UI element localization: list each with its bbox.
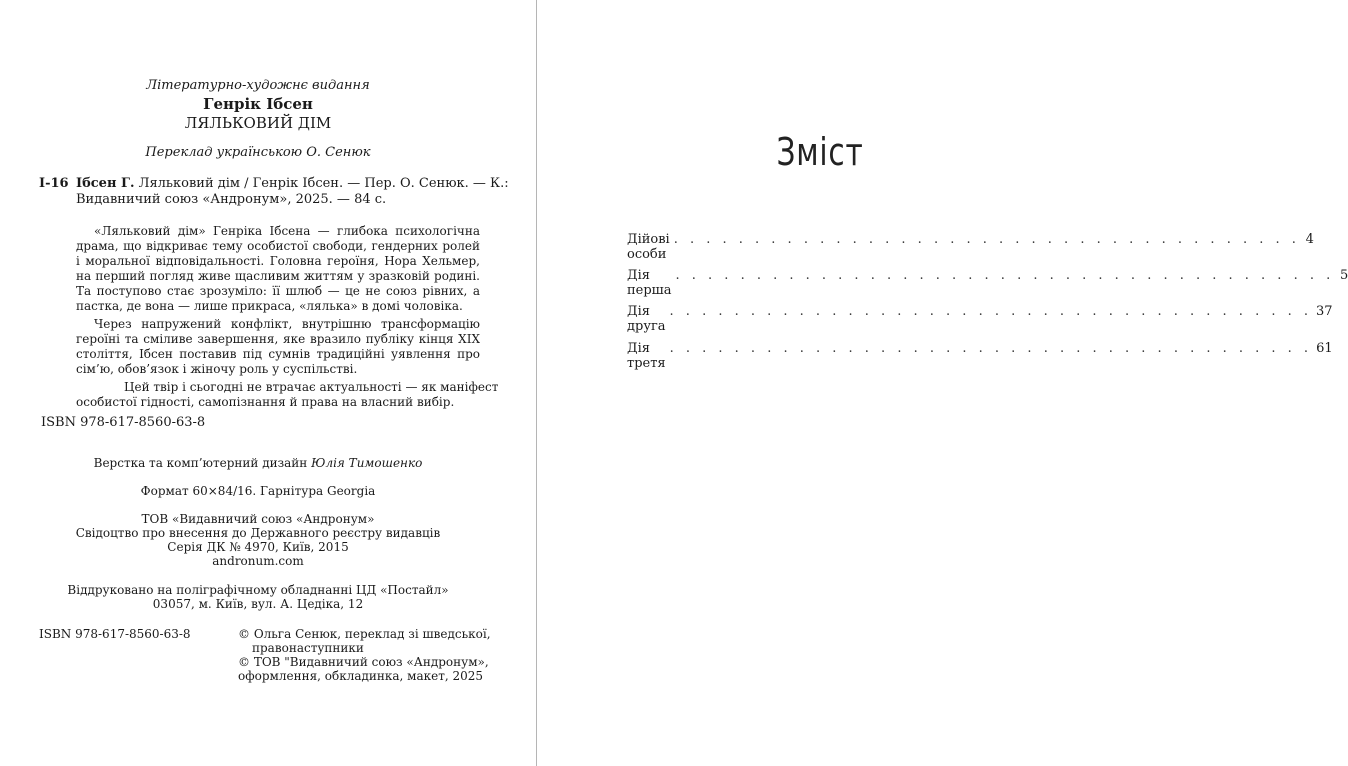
left-page <box>0 0 536 766</box>
publisher-line-1: ТОВ «Видавничий союз «Андронум» <box>141 512 375 526</box>
copyright-2-line-2: оформлення, обкладинка, макет, 2025 <box>238 669 484 683</box>
copyright-2-line-1: © ТОВ "Видавничий союз «Андронум», <box>238 655 489 669</box>
format-line: Формат 60×84/16. Гарнітура Georgia <box>140 484 376 498</box>
annotation-paragraph-1: «Ляльковий дім» Генріка Ібсена — глибока психологічна драма, що відкриває тему особистої свободи, гендерних ролей і моральної відповідальності. Головна героїня, Нора Хельмер, на перший погляд живе щасливим життям у зразковій родині. Та поступово стає зрозуміло: її шлюб — це не союз рівних, а пастка, де вона — лише прикраса, «лялька» в домі чоловіка. <box>76 224 480 313</box>
toc-page-number: 37 <box>1316 304 1333 319</box>
publisher-website: andronum.com <box>212 554 304 568</box>
copyright-1-line-2: правонаступники <box>252 641 364 655</box>
right-page <box>537 0 1348 766</box>
toc-title-wrap <box>537 130 1103 174</box>
catalog-line-1 <box>76 176 509 192</box>
printing-line-2: 03057, м. Київ, вул. А. Цедіка, 12 <box>152 597 364 611</box>
catalog-code: І-16 <box>39 176 69 191</box>
annotation-paragraph-3-line-2: особистої гідності, самопізнання й права на власний вибір. <box>76 395 455 409</box>
toc-item-act-3[interactable] <box>627 341 1333 371</box>
toc-page-number: 61 <box>1316 341 1333 356</box>
toc-leader-dots: . . . . . . . . . . . . . . . . . . . . . . . . . . . . . . . . . . . . . . . . <box>669 341 1313 356</box>
genre-line: Літературно-художнє видання <box>146 78 370 93</box>
book-title: ЛЯЛЬКОВИЙ ДІМ <box>184 114 332 132</box>
author-name: Генрік Ібсен <box>203 95 313 113</box>
toc-page-number: 4 <box>1305 232 1314 247</box>
catalog-text: Ляльковий дім / Генрік Ібсен. — Пер. О. Сенюк. — К.: <box>138 176 509 191</box>
annotation-paragraph-2: Через напружений конфлікт, внутрішню трансформацію героїні та сміливе завершення, яке вразило публіку кінця XIX століття, Ібсен поставив під сумнів традиційні уявлення про сім’ю, обов’язок і жіночу роль у суспільстві. <box>76 317 480 376</box>
toc-item-act-2[interactable] <box>627 304 1333 334</box>
isbn-bottom: ISBN 978-617-8560-63-8 <box>39 627 191 641</box>
publisher-line-3: Серія ДК № 4970, Київ, 2015 <box>167 540 349 554</box>
toc-leader-dots: . . . . . . . . . . . . . . . . . . . . . . . . . . . . . . . . . . . . . . . <box>673 232 1300 247</box>
annotation-paragraph-3-line-1: Цей твір і сьогодні не втрачає актуальності — як маніфест <box>124 380 499 394</box>
translation-line: Переклад українською О. Сенюк <box>145 145 371 160</box>
catalog-line-2: Видавничий союз «Андронум», 2025. — 84 с. <box>76 192 387 207</box>
toc-item-label: Дія перша <box>627 268 672 298</box>
toc-title: Зміст <box>776 130 864 174</box>
toc-page-number: 5 <box>1339 268 1348 283</box>
toc-item-characters[interactable] <box>627 232 1314 262</box>
layout-credit <box>0 456 516 471</box>
copyright-1-line-1: © Ольга Сенюк, переклад зі шведської, <box>238 627 491 641</box>
toc-leader-dots: . . . . . . . . . . . . . . . . . . . . . . . . . . . . . . . . . . . . . . . . <box>669 304 1313 319</box>
toc-leader-dots: . . . . . . . . . . . . . . . . . . . . . . . . . . . . . . . . . . . . . . . . . <box>675 268 1335 283</box>
catalog-author: Ібсен Г. <box>76 176 135 191</box>
publisher-line-2: Свідоцтво про внесення до Державного реєстру видавців <box>75 526 441 540</box>
toc-item-label: Дійові особи <box>627 232 670 262</box>
isbn-top: ISBN 978-617-8560-63-8 <box>41 415 206 430</box>
toc-item-act-1[interactable] <box>627 268 1348 298</box>
layout-credit-name: Юлія Тимошенко <box>311 456 423 470</box>
toc-item-label: Дія третя <box>627 341 666 371</box>
printing-line-1: Віддруковано на поліграфічному обладнанні ЦД «Постайл» <box>67 583 449 597</box>
layout-credit-prefix: Верстка та комп’ютерний дизайн <box>93 456 308 470</box>
toc-item-label: Дія друга <box>627 304 666 334</box>
